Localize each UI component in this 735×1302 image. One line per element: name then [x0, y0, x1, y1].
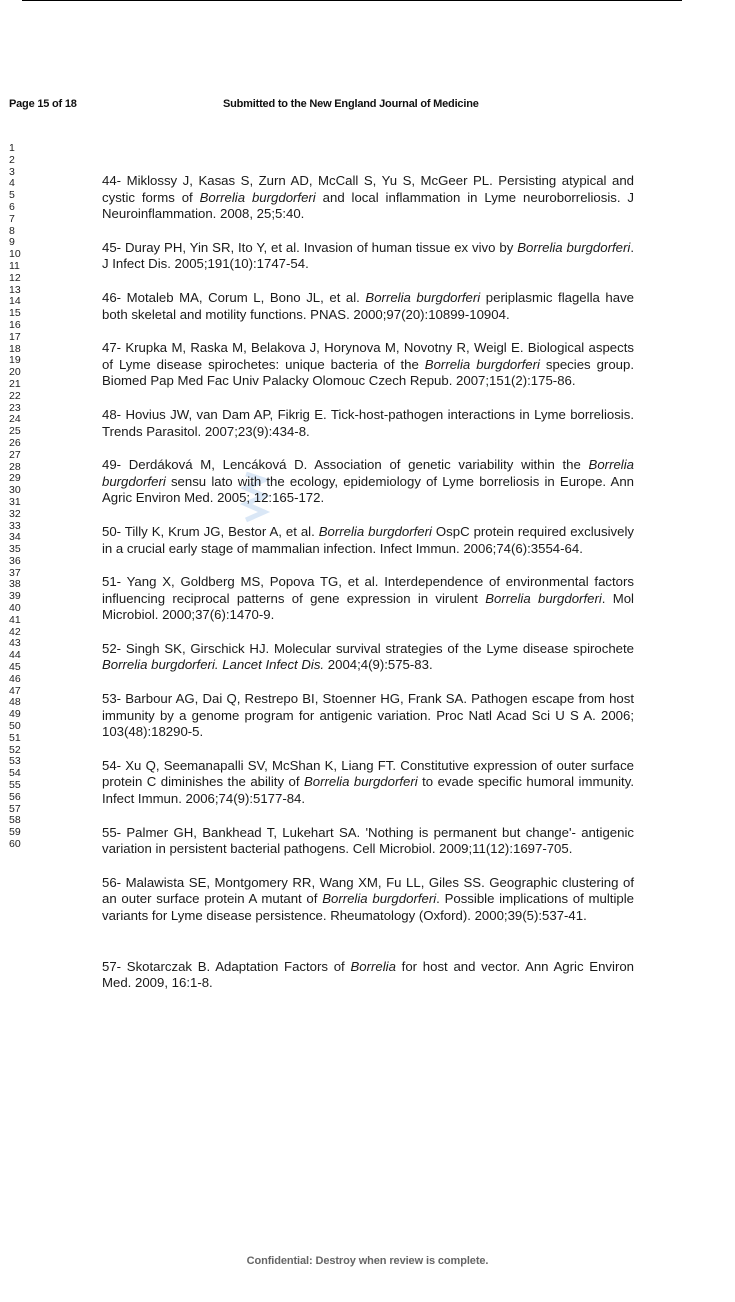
- line-number: 32: [9, 507, 21, 520]
- line-number: 46: [9, 672, 21, 685]
- species-name: Borrelia burgdorferi: [102, 457, 634, 489]
- reference-text: 51- Yang X, Goldberg MS, Popova TG, et al. Interdependence of environmental factors influencing reciprocal patterns of gene expression in virulent: [102, 574, 634, 606]
- line-number: 15: [9, 307, 21, 320]
- reference-text: . J Infect Dis. 2005;191(10):1747-54.: [102, 239, 634, 272]
- line-number: 57: [9, 802, 21, 815]
- line-number: 48: [9, 696, 21, 709]
- line-number: 49: [9, 708, 21, 721]
- line-number: 9: [9, 236, 15, 249]
- line-number: 56: [9, 790, 21, 803]
- reference-item: [102, 290, 634, 323]
- reference-text: 57- Skotarczak B. Adaptation Factors of: [102, 958, 351, 974]
- species-name: Borrelia burgdorferi: [517, 239, 631, 255]
- line-number: 44: [9, 649, 21, 662]
- reference-text: 45- Duray PH, Yin SR, Ito Y, et al. Invasion of human tissue ex vivo by: [102, 239, 518, 255]
- reference-text: 54- Xu Q, Seemanapalli SV, McShan K, Liang FT. Constitutive expression of outer surface protein C diminishes the ability of: [102, 757, 634, 790]
- line-number: 34: [9, 531, 21, 544]
- line-number: 11: [9, 259, 20, 272]
- line-number: 2: [9, 153, 15, 166]
- line-number: 47: [9, 684, 21, 697]
- line-number: 23: [9, 401, 21, 414]
- line-number: 35: [9, 543, 21, 556]
- line-number: 45: [9, 661, 21, 674]
- line-number: 28: [9, 460, 21, 473]
- species-name: Borrelia burgdorferi: [424, 356, 540, 372]
- line-number: 10: [9, 248, 21, 261]
- reference-text: 52- Singh SK, Girschick HJ. Molecular survival strategies of the Lyme disease spirochete: [102, 640, 634, 656]
- line-number-column: [9, 143, 21, 851]
- line-number: 1: [9, 142, 15, 154]
- reference-item: [102, 240, 634, 273]
- reference-text: 2004;4(9):575-83.: [324, 657, 433, 673]
- line-number: 5: [9, 189, 15, 202]
- reference-item: [102, 959, 634, 992]
- reference-item: [102, 641, 634, 674]
- reference-item: [102, 524, 634, 557]
- line-number: 25: [9, 425, 21, 438]
- reference-item: [102, 875, 634, 925]
- reference-item: [102, 758, 634, 808]
- line-number: 42: [9, 625, 21, 638]
- reference-item: [102, 457, 634, 507]
- line-number: 4: [9, 177, 15, 190]
- line-number: 26: [9, 436, 21, 449]
- line-number: 31: [9, 495, 21, 508]
- species-name: Borrelia burgdorferi: [303, 774, 418, 790]
- reference-text: 55- Palmer GH, Bankhead T, Lukehart SA. 'Nothing is permanent but change'- antigenic variation in persistent bacterial pathogens. Cell Microbiol. 2009;11(12):1697-705.: [102, 824, 634, 857]
- line-number: 22: [9, 389, 21, 402]
- reference-text: species group. Biomed Pap Med Fac Univ Palacky Olomouc Czech Repub. 2007;151(2):175-86.: [102, 356, 634, 389]
- line-number: 52: [9, 743, 21, 756]
- line-number: 13: [9, 283, 21, 296]
- reference-text: . Mol Microbiol. 2000;37(6):1470-9.: [102, 590, 634, 623]
- line-number: 3: [9, 165, 15, 178]
- species-name: Borrelia burgdorferi: [485, 590, 602, 606]
- species-name: Borrelia burgdorferi: [322, 891, 437, 907]
- reference-item: [102, 825, 634, 858]
- line-number: 60: [9, 838, 21, 851]
- species-name: Borrelia burgdorferi: [365, 289, 481, 305]
- reference-text: periplasmic flagella have both skeletal and motility functions. PNAS. 2000;97(20):10899-10904.: [102, 289, 634, 322]
- reference-text: 47- Krupka M, Raska M, Belakova J, Horynova M, Novotny R, Weigl E. Biological aspects of Lyme disease spirochetes: unique bacteria of the: [102, 340, 634, 372]
- line-number: 55: [9, 779, 21, 792]
- reference-text: 49- Derdáková M, Lencáková D. Association of genetic variability within the: [102, 457, 589, 473]
- reference-text: 50- Tilly K, Krum JG, Bestor A, et al.: [102, 523, 319, 539]
- line-number: 40: [9, 602, 21, 615]
- page-number-label: Page 15 of 18: [9, 98, 77, 110]
- reference-text: 48- Hovius JW, van Dam AP, Fikrig E. Tick-host-pathogen interactions in Lyme borreliosis. Trends Parasitol. 2007;23(9):434-8.: [102, 406, 634, 439]
- line-number: 12: [9, 271, 21, 284]
- line-number: 18: [9, 342, 21, 355]
- line-number: 6: [9, 200, 15, 213]
- line-number: 38: [9, 578, 21, 591]
- line-number: 51: [9, 731, 21, 744]
- line-number: 29: [9, 472, 21, 485]
- line-number: 19: [9, 354, 21, 367]
- reference-text: OspC protein required exclusively in a crucial early stage of mammalian infection. Infect Immun. 2006;74(6):3554-64.: [102, 523, 634, 556]
- line-number: 14: [9, 295, 21, 308]
- line-number: 58: [9, 814, 21, 827]
- line-number: 41: [9, 613, 21, 626]
- line-number: 43: [9, 637, 21, 650]
- confidential-footer: Confidential: Destroy when review is complete.: [246, 1255, 489, 1267]
- line-number: 21: [9, 377, 21, 390]
- reference-text: 53- Barbour AG, Dai Q, Restrepo BI, Stoenner HG, Frank SA. Pathogen escape from host immunity by a genome program for antigenic variation. Proc Natl Acad Sci U S A. 2006; 103(48):18290-5.: [102, 691, 634, 740]
- line-number: 27: [9, 448, 21, 461]
- reference-item: [102, 691, 634, 741]
- top-rule: [22, 0, 682, 1]
- line-number: 8: [9, 224, 15, 237]
- reference-text: . Possible implications of multiple variants for Lyme disease persistence. Rheumatology (Oxford). 2000;39(5):537-41.: [102, 891, 634, 923]
- journal-header: Submitted to the New England Journal of Medicine: [223, 98, 479, 110]
- line-number: 20: [9, 366, 21, 379]
- reference-text: for host and vector. Ann Agric Environ Med. 2009, 16:1-8.: [102, 958, 634, 991]
- species-name: Borrelia: [350, 958, 396, 974]
- species-name: Borrelia burgdorferi. Lancet Infect Dis.: [102, 657, 325, 673]
- reference-item: [102, 574, 634, 624]
- line-number: 36: [9, 554, 21, 567]
- reference-item: [102, 173, 634, 223]
- line-number: 53: [9, 755, 21, 768]
- reference-text: 46- Motaleb MA, Corum L, Bono JL, et al.: [102, 289, 366, 305]
- line-number: 54: [9, 767, 21, 780]
- line-number: 30: [9, 484, 21, 497]
- reference-item: [102, 407, 634, 440]
- species-name: Borrelia burgdorferi: [318, 523, 432, 539]
- reference-text: and local inflammation in Lyme neuroborreliosis. J Neuroinflammation. 2008, 25;5:40.: [102, 189, 634, 222]
- line-number: 37: [9, 566, 21, 579]
- reference-text: 44- Miklossy J, Kasas S, Zurn AD, McCall S, Yu S, McGeer PL. Persisting atypical and cystic forms of: [102, 173, 634, 205]
- line-number: 59: [9, 826, 21, 839]
- line-number: 7: [9, 212, 15, 225]
- reference-text: to evade specific humoral immunity. Infect Immun. 2006;74(9):5177-84.: [102, 774, 634, 807]
- species-name: Borrelia burgdorferi: [199, 189, 316, 205]
- line-number: 50: [9, 720, 21, 733]
- line-number: 17: [9, 330, 21, 343]
- reference-text: 56- Malawista SE, Montgomery RR, Wang XM, Fu LL, Giles SS. Geographic clustering of an outer surface protein A mutant of: [102, 874, 634, 907]
- line-number: 16: [9, 318, 21, 331]
- line-number: 24: [9, 413, 21, 426]
- reference-list: [102, 173, 634, 992]
- reference-item: [102, 340, 634, 390]
- line-number: 39: [9, 590, 21, 603]
- reference-text: sensu lato with the ecology, epidemiology of Lyme borreliosis in Europe. Ann Agric Environ Med. 2005; 12:165-172.: [102, 473, 634, 506]
- line-number: 33: [9, 519, 21, 532]
